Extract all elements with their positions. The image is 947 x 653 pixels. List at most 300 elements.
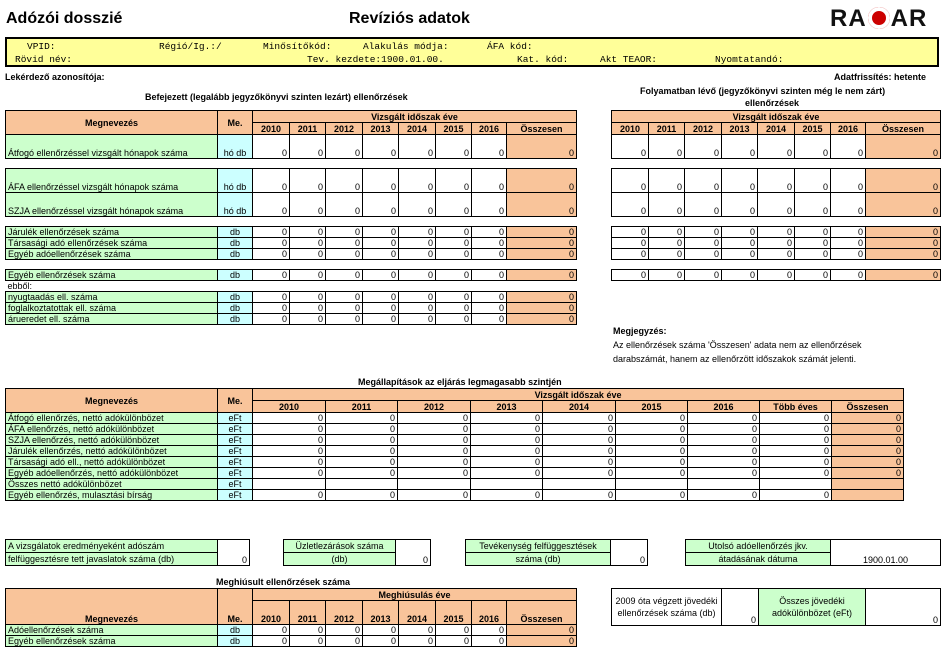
row-unit: eFt — [218, 446, 253, 457]
header-year: 2013 — [722, 123, 758, 135]
header-year: 2012 — [326, 123, 363, 135]
value-cell: 0 — [760, 413, 832, 424]
completed-section-title: Befejezett (legalább jegyzőkönyvi szinten lezárt) ellenőrzések — [145, 92, 408, 102]
spacer-cell — [795, 217, 831, 227]
spacer-cell — [866, 260, 941, 270]
spacer-cell — [758, 159, 795, 169]
table-row — [612, 227, 941, 238]
value-cell: 0 — [612, 135, 649, 159]
activity-suspensions-label-1: Tevékenység felfüggesztések — [466, 540, 611, 553]
value-cell: 0 — [758, 227, 795, 238]
value-cell: 0 — [472, 625, 507, 636]
row-label: Egyéb adóellenőrzés, nettó adókülönbözet — [6, 468, 218, 479]
spacer-cell — [326, 260, 363, 270]
value-cell: 0 — [398, 435, 471, 446]
value-cell: 0 — [363, 270, 399, 281]
total-cell — [832, 490, 904, 501]
value-cell: 0 — [253, 413, 326, 424]
total-cell: 0 — [866, 238, 941, 249]
spacer-cell — [722, 159, 758, 169]
header-year: 2016 — [472, 123, 507, 135]
row-unit: eFt — [218, 490, 253, 501]
header-year: 2010 — [612, 123, 649, 135]
spacer-cell — [649, 159, 685, 169]
spacer-cell — [290, 217, 326, 227]
value-cell: 0 — [326, 446, 398, 457]
value-cell: 0 — [253, 227, 290, 238]
total-cell: 0 — [866, 270, 941, 281]
row-unit: hó db — [218, 135, 253, 159]
value-cell: 0 — [831, 249, 866, 260]
value-cell: 0 — [253, 270, 290, 281]
value-cell: 0 — [616, 457, 688, 468]
row-unit: db — [218, 227, 253, 238]
value-cell: 0 — [326, 424, 398, 435]
value-cell: 0 — [760, 435, 832, 446]
value-cell: 0 — [399, 135, 436, 159]
value-cell: 0 — [363, 169, 399, 193]
value-cell: 0 — [758, 249, 795, 260]
value-cell — [398, 479, 471, 490]
table-row — [612, 260, 941, 270]
value-cell: 0 — [290, 227, 326, 238]
header-year: 2011 — [290, 123, 326, 135]
row-label: Társasági adó ellenőrzések száma — [6, 238, 218, 249]
value-cell: 0 — [472, 314, 507, 325]
table-row — [6, 303, 577, 314]
table-row — [6, 424, 904, 435]
value-cell: 0 — [290, 249, 326, 260]
value-cell: 0 — [612, 249, 649, 260]
value-cell: 0 — [831, 169, 866, 193]
value-cell: 0 — [685, 193, 722, 217]
row-label: nyugtaadás ell. száma — [6, 292, 218, 303]
value-cell: 0 — [722, 249, 758, 260]
value-cell: 0 — [363, 249, 399, 260]
total-cell: 0 — [866, 193, 941, 217]
table-row — [6, 111, 577, 123]
value-cell: 0 — [253, 193, 290, 217]
spacer-cell — [507, 159, 577, 169]
ongoing-section-title: Folyamatban lévő (jegyzőkönyvi szinten még le nem zárt) — [640, 86, 886, 96]
table-row — [6, 636, 577, 647]
value-cell: 0 — [253, 435, 326, 446]
refresh-label: Adatfrissítés: hetente — [834, 72, 927, 82]
value-cell: 0 — [399, 292, 436, 303]
spacer-cell — [722, 260, 758, 270]
spacer-cell — [253, 217, 290, 227]
spacer-cell — [722, 217, 758, 227]
total-cell: 0 — [507, 625, 577, 636]
note-line-2: darabszámát, hanem az ellenőrzött időszakok számát jelenti. — [613, 354, 857, 364]
closures-box — [283, 539, 431, 566]
printable-label: Nyomtatandó: — [715, 54, 784, 65]
row-label: foglalkoztatottak ell. száma — [6, 303, 218, 314]
spacer-cell — [685, 159, 722, 169]
value-cell: 0 — [758, 270, 795, 281]
value-cell: 0 — [436, 314, 472, 325]
spacer-cell — [472, 159, 507, 169]
table-row — [6, 435, 904, 446]
row-unit: eFt — [218, 468, 253, 479]
spacer-cell — [866, 159, 941, 169]
table-row — [612, 169, 941, 193]
value-cell — [688, 479, 760, 490]
header-unit: Me. — [218, 389, 253, 413]
spacer-cell — [326, 159, 363, 169]
value-cell: 0 — [253, 238, 290, 249]
table-row — [6, 238, 577, 249]
spacer-cell — [6, 159, 218, 169]
value-cell: 0 — [472, 238, 507, 249]
header-year: 2012 — [685, 123, 722, 135]
header-unit: Me. — [218, 111, 253, 135]
spacer-cell — [399, 159, 436, 169]
total-cell: 0 — [866, 249, 941, 260]
header-name: Megnevezés — [6, 111, 218, 135]
spacer-cell — [758, 217, 795, 227]
value-cell: 0 — [688, 435, 760, 446]
table-row — [612, 217, 941, 227]
qualification-code-label: Minősítőkód: — [263, 41, 332, 52]
value-cell: 0 — [326, 625, 363, 636]
value-cell: 0 — [363, 135, 399, 159]
value-cell: 0 — [436, 135, 472, 159]
value-cell: 0 — [326, 636, 363, 647]
header-year: 2011 — [290, 601, 326, 625]
value-cell: 0 — [616, 446, 688, 457]
value-cell: 0 — [253, 424, 326, 435]
header-unit: Me. — [218, 589, 253, 625]
value-cell: 0 — [253, 135, 290, 159]
spacer-cell — [253, 159, 290, 169]
value-cell: 0 — [290, 270, 326, 281]
value-cell: 0 — [722, 135, 758, 159]
value-cell: 0 — [290, 636, 326, 647]
total-cell: 0 — [507, 169, 577, 193]
table-row — [6, 457, 904, 468]
row-label: SZJA ellenőrzéssel vizsgált hónapok száma — [6, 193, 218, 217]
value-cell: 0 — [471, 413, 543, 424]
table-row — [612, 123, 941, 135]
value-cell: 0 — [326, 193, 363, 217]
header-name: Megnevezés — [6, 389, 218, 413]
spacer-cell — [507, 217, 577, 227]
table-row — [6, 413, 904, 424]
suspension-label-2: felfüggesztésre tett javaslatok száma (db) — [6, 553, 218, 566]
last-inspection-date: 1900.01.00 — [831, 540, 941, 566]
activity-suspensions-box — [465, 539, 648, 566]
spacer-cell — [649, 260, 685, 270]
row-unit: db — [218, 303, 253, 314]
row-unit: eFt — [218, 424, 253, 435]
row-unit: eFt — [218, 457, 253, 468]
value-cell: 0 — [399, 249, 436, 260]
excise-box — [611, 588, 941, 626]
value-cell: 0 — [398, 468, 471, 479]
row-label: ÁFA ellenőrzés, nettó adókülönbözet — [6, 424, 218, 435]
spacer-cell — [831, 260, 866, 270]
value-cell: 0 — [685, 238, 722, 249]
value-cell: 0 — [398, 413, 471, 424]
value-cell: 0 — [253, 457, 326, 468]
spacer-cell — [472, 217, 507, 227]
spacer-cell — [866, 217, 941, 227]
value-cell: 0 — [612, 193, 649, 217]
value-cell: 0 — [831, 193, 866, 217]
value-cell: 0 — [290, 238, 326, 249]
short-name-label: Rövid név: — [15, 54, 73, 65]
radar-logo: RA AR — [830, 5, 928, 32]
formation-label: Alakulás módja: — [363, 41, 449, 52]
header-period: Vizsgált időszak éve — [612, 111, 941, 123]
header-year: 2015 — [436, 123, 472, 135]
value-cell: 0 — [290, 292, 326, 303]
table-row — [6, 227, 577, 238]
header-year: 2015 — [436, 601, 472, 625]
row-label: SZJA ellenőrzés, nettó adókülönbözet — [6, 435, 218, 446]
value-cell: 0 — [612, 238, 649, 249]
row-unit: db — [218, 314, 253, 325]
value-cell: 0 — [543, 435, 616, 446]
total-cell: 0 — [507, 238, 577, 249]
row-unit: hó db — [218, 169, 253, 193]
suspension-proposals-box — [5, 539, 250, 566]
value-cell: 0 — [326, 314, 363, 325]
note-line-1: Az ellenőrzések száma 'Összesen' adata nem az ellenőrzések — [613, 340, 862, 350]
spacer-cell — [795, 159, 831, 169]
spacer-cell — [290, 260, 326, 270]
value-cell: 0 — [253, 468, 326, 479]
value-cell: 0 — [399, 270, 436, 281]
value-cell: 0 — [722, 169, 758, 193]
spacer-cell — [831, 159, 866, 169]
header-total: Összesen — [507, 601, 577, 625]
total-cell: 0 — [832, 413, 904, 424]
header-period: Vizsgált időszak éve — [253, 389, 904, 401]
value-cell: 0 — [436, 238, 472, 249]
table-row — [612, 249, 941, 260]
spacer-cell — [218, 260, 253, 270]
value-cell: 0 — [616, 490, 688, 501]
value-cell: 0 — [253, 490, 326, 501]
value-cell: 0 — [399, 238, 436, 249]
last-inspection-box — [685, 539, 941, 566]
value-cell: 0 — [253, 314, 290, 325]
header-year: 2014 — [543, 401, 616, 413]
value-cell: 0 — [688, 490, 760, 501]
value-cell: 0 — [685, 227, 722, 238]
header-year: 2010 — [253, 123, 290, 135]
row-unit: db — [218, 636, 253, 647]
closures-label-1: Üzletlezárások száma — [284, 540, 396, 553]
excise-count-label: 2009 óta végzett jövedéki ellenőrzések száma (db) — [612, 589, 722, 626]
value-cell: 0 — [649, 249, 685, 260]
table-row — [6, 468, 904, 479]
value-cell: 0 — [612, 270, 649, 281]
value-cell: 0 — [436, 169, 472, 193]
spacer-cell — [436, 217, 472, 227]
total-cell: 0 — [507, 249, 577, 260]
header-year: 2012 — [326, 601, 363, 625]
value-cell: 0 — [290, 625, 326, 636]
value-cell: 0 — [326, 413, 398, 424]
header-total: Összesen — [832, 401, 904, 413]
value-cell: 0 — [253, 249, 290, 260]
value-cell: 0 — [612, 227, 649, 238]
header-period: Meghiúsulás éve — [253, 589, 577, 601]
spacer-cell — [436, 159, 472, 169]
header-period: Vizsgált időszak éve — [253, 111, 577, 123]
value-cell: 0 — [760, 457, 832, 468]
total-cell: 0 — [866, 227, 941, 238]
row-label: ÁFA ellenőrzéssel vizsgált hónapok száma — [6, 169, 218, 193]
value-cell: 0 — [253, 169, 290, 193]
excise-diff-value: 0 — [866, 589, 941, 626]
value-cell: 0 — [471, 435, 543, 446]
value-cell: 0 — [649, 227, 685, 238]
value-cell: 0 — [795, 227, 831, 238]
value-cell: 0 — [760, 468, 832, 479]
dossier-title: Adózói dosszié — [6, 10, 123, 27]
row-label: ebből: — [6, 281, 577, 292]
note-box — [613, 324, 862, 366]
value-cell: 0 — [612, 169, 649, 193]
value-cell: 0 — [399, 227, 436, 238]
value-cell: 0 — [436, 193, 472, 217]
value-cell: 0 — [616, 435, 688, 446]
value-cell: 0 — [253, 446, 326, 457]
header-year: 2014 — [399, 123, 436, 135]
header-year: 2011 — [326, 401, 398, 413]
value-cell: 0 — [688, 424, 760, 435]
value-cell: 0 — [685, 135, 722, 159]
value-cell: 0 — [326, 238, 363, 249]
value-cell: 0 — [326, 169, 363, 193]
value-cell: 0 — [398, 490, 471, 501]
value-cell: 0 — [543, 446, 616, 457]
value-cell: 0 — [253, 303, 290, 314]
header-year: 2016 — [831, 123, 866, 135]
value-cell — [616, 479, 688, 490]
value-cell: 0 — [760, 490, 832, 501]
value-cell: 0 — [326, 135, 363, 159]
value-cell: 0 — [290, 135, 326, 159]
value-cell: 0 — [685, 249, 722, 260]
value-cell: 0 — [472, 193, 507, 217]
value-cell: 0 — [831, 238, 866, 249]
row-label: Egyéb ellenőrzések száma — [6, 270, 218, 281]
row-label: Összes nettó adókülönbözet — [6, 479, 218, 490]
row-label: Járulék ellenőrzés, nettó adókülönbözet — [6, 446, 218, 457]
value-cell: 0 — [760, 424, 832, 435]
table-row — [612, 135, 941, 159]
table-row — [612, 193, 941, 217]
spacer-cell — [6, 260, 218, 270]
total-cell: 0 — [832, 435, 904, 446]
total-cell: 0 — [832, 424, 904, 435]
failed-inspections-table — [5, 588, 577, 647]
table-row — [6, 490, 904, 501]
spacer-cell — [363, 217, 399, 227]
spacer-cell — [507, 260, 577, 270]
value-cell: 0 — [616, 424, 688, 435]
value-cell: 0 — [722, 270, 758, 281]
activity-suspensions-label-2: száma (db) — [466, 553, 611, 566]
row-unit: eFt — [218, 413, 253, 424]
spacer-cell — [363, 159, 399, 169]
table-row — [6, 446, 904, 457]
spacer-cell — [326, 217, 363, 227]
total-cell: 0 — [507, 135, 577, 159]
row-unit: eFt — [218, 479, 253, 490]
spacer-cell — [218, 217, 253, 227]
value-cell: 0 — [363, 292, 399, 303]
spacer-cell — [685, 260, 722, 270]
header-year: 2015 — [616, 401, 688, 413]
value-cell: 0 — [398, 424, 471, 435]
findings-section-title: Megállapítások az eljárás legmagasabb szintjén — [358, 377, 562, 387]
value-cell: 0 — [472, 292, 507, 303]
value-cell: 0 — [363, 314, 399, 325]
last-inspection-label-1: Utolsó adóellenőrzés jkv. — [686, 540, 831, 553]
table-row — [6, 135, 577, 159]
total-cell: 0 — [507, 292, 577, 303]
value-cell: 0 — [398, 446, 471, 457]
spacer-cell — [253, 260, 290, 270]
page-title: Revíziós adatok — [349, 10, 470, 27]
value-cell — [471, 479, 543, 490]
table-row — [6, 314, 577, 325]
header-total: Összesen — [507, 123, 577, 135]
value-cell: 0 — [688, 413, 760, 424]
value-cell: 0 — [758, 169, 795, 193]
value-cell: 0 — [363, 303, 399, 314]
row-unit: eFt — [218, 435, 253, 446]
table-row — [6, 625, 577, 636]
table-row — [6, 217, 577, 227]
value-cell: 0 — [543, 424, 616, 435]
value-cell: 0 — [326, 227, 363, 238]
value-cell: 0 — [471, 424, 543, 435]
value-cell: 0 — [649, 135, 685, 159]
closures-value: 0 — [396, 540, 431, 566]
activity-suspensions-value: 0 — [611, 540, 648, 566]
value-cell: 0 — [472, 270, 507, 281]
spacer-cell — [758, 260, 795, 270]
total-cell: 0 — [507, 227, 577, 238]
value-cell: 0 — [795, 238, 831, 249]
spacer-cell — [612, 159, 649, 169]
table-row — [612, 238, 941, 249]
header-year: 2016 — [472, 601, 507, 625]
header-year: 2010 — [253, 401, 326, 413]
header-year: 2013 — [363, 601, 399, 625]
value-cell: 0 — [326, 468, 398, 479]
value-cell: 0 — [472, 636, 507, 647]
table-row — [6, 389, 904, 401]
value-cell: 0 — [649, 238, 685, 249]
teaor-label: Akt TEAOR: — [600, 54, 658, 65]
value-cell: 0 — [795, 135, 831, 159]
value-cell: 0 — [758, 193, 795, 217]
last-inspection-label-2: átadásának dátuma — [686, 553, 831, 566]
excise-count-value: 0 — [722, 589, 759, 626]
row-label: Egyéb ellenőrzések száma — [6, 636, 218, 647]
value-cell: 0 — [722, 227, 758, 238]
region-label: Régió/Ig.:/ — [159, 41, 222, 52]
value-cell: 0 — [363, 238, 399, 249]
